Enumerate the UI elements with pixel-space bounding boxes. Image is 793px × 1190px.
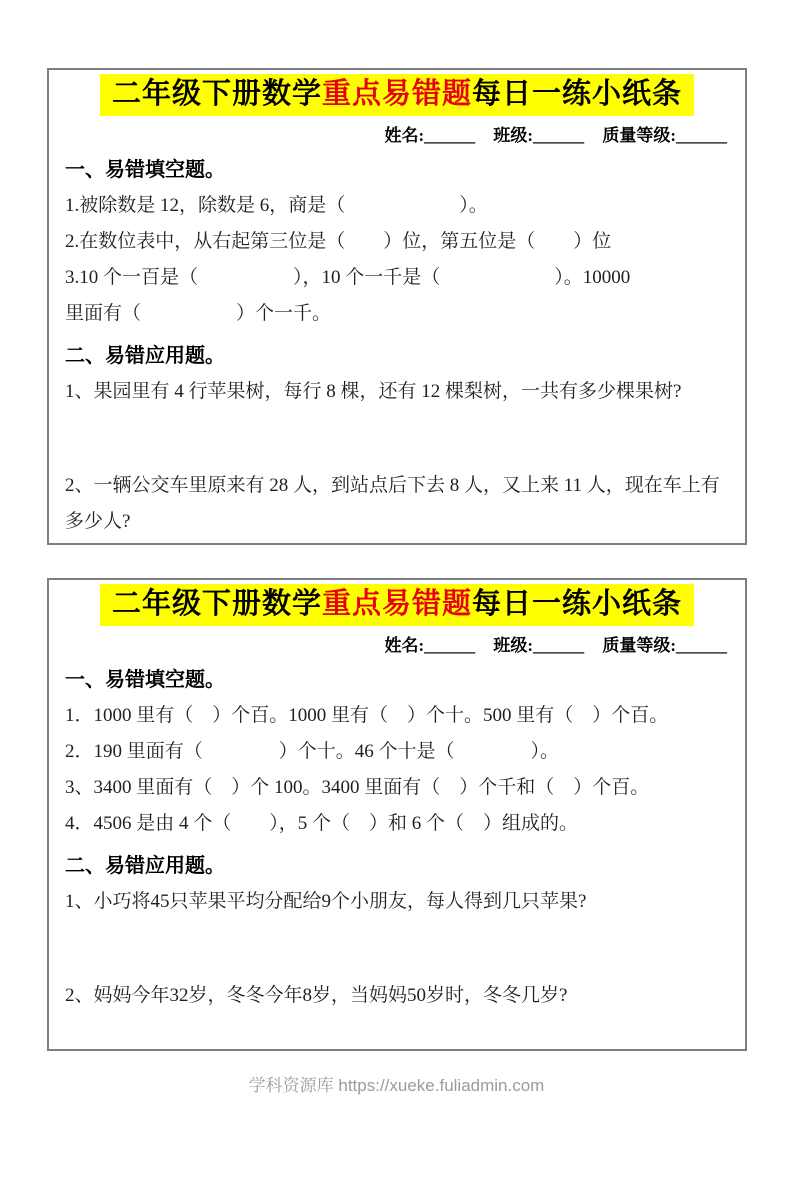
card2-grade-blank: ______ (676, 635, 727, 655)
worksheet-card-2 (47, 578, 747, 1051)
card2-fill-question-4: 4．4506 是由 4 个（ ），5 个（ ）和 6 个（ ）组成的。 (65, 812, 579, 834)
card1-title-row (65, 74, 729, 116)
card2-title-left: 二年级下册数学 (111, 588, 322, 620)
card1-class-label: 班级: (493, 125, 534, 145)
worksheet-page (0, 68, 793, 1190)
card1-name-label: 姓名: (384, 125, 425, 145)
card1-word-problem-2: 2、一辆公交车里原来有 28 人，到站点后下去 8 人，又上来 11 人，现在车上有多少人? (65, 474, 720, 532)
card1-fill-question-1: 1.被除数是 12，除数是 6，商是（ ）。 (65, 194, 488, 216)
card1-title-red: 重点易错题 (321, 78, 472, 110)
card1-fill-question-2: 2.在数位表中，从右起第三位是（ ）位，第五位是（ ）位 (65, 230, 612, 252)
card1-title-left: 二年级下册数学 (111, 78, 322, 110)
card2-title-right: 每日一练小纸条 (472, 588, 683, 620)
worksheet-card-1 (47, 68, 747, 545)
card2-fill-question-3: 3、3400 里面有（ ）个 100。3400 里面有（ ）个千和（ ）个百。 (65, 776, 650, 798)
footer-watermark: 学科资源库 https://xueke.fuliadmin.com (248, 1076, 545, 1095)
card1-grade-label: 质量等级: (602, 125, 676, 145)
card2-title-red: 重点易错题 (321, 588, 472, 620)
card1-title-right: 每日一练小纸条 (472, 78, 683, 110)
card1-word-problem-1: 1、果园里有 4 行苹果树，每行 8 棵，还有 12 棵梨树，一共有多少棵果树? (65, 380, 682, 402)
card2-section-fill-heading: 一、易错填空题。 (65, 668, 225, 691)
card1-name-blank: ______ (424, 125, 476, 145)
card2-grade-label: 质量等级: (602, 635, 676, 655)
card1-title (100, 74, 694, 116)
card2-section-word-heading: 二、易错应用题。 (65, 854, 225, 877)
card2-name-blank: ______ (424, 635, 476, 655)
card1-grade-blank: ______ (676, 125, 727, 145)
card2-title-row (65, 584, 729, 626)
card1-student-info-line (65, 121, 729, 146)
card2-fill-question-2: 2．190 里面有（ ）个十。46 个十是（ ）。 (65, 740, 560, 762)
card2-word-problem-2: 2、妈妈今年32岁，冬冬今年8岁，当妈妈50岁时，冬冬几岁? (65, 984, 568, 1006)
card2-name-label: 姓名: (384, 635, 425, 655)
card1-fill-question-3-continued: 里面有（ ）个一千。 (65, 302, 332, 324)
card1-class-blank: ______ (533, 125, 585, 145)
card2-title (100, 584, 694, 626)
card2-fill-question-1: 1．1000 里有（ ）个百。1000 里有（ ）个十。500 里有（ ）个百。 (65, 704, 669, 726)
card2-word-problem-1: 1、小巧将45只苹果平均分配给9个小朋友，每人得到几只苹果? (65, 890, 587, 912)
card1-section-word-heading: 二、易错应用题。 (65, 344, 225, 367)
card2-student-info-line (65, 631, 729, 656)
card2-class-label: 班级: (493, 635, 534, 655)
card1-fill-question-3: 3.10 个一百是（ ），10 个一千是（ ）。10000 (65, 266, 631, 288)
card2-class-blank: ______ (533, 635, 585, 655)
card1-section-fill-heading: 一、易错填空题。 (65, 158, 225, 181)
